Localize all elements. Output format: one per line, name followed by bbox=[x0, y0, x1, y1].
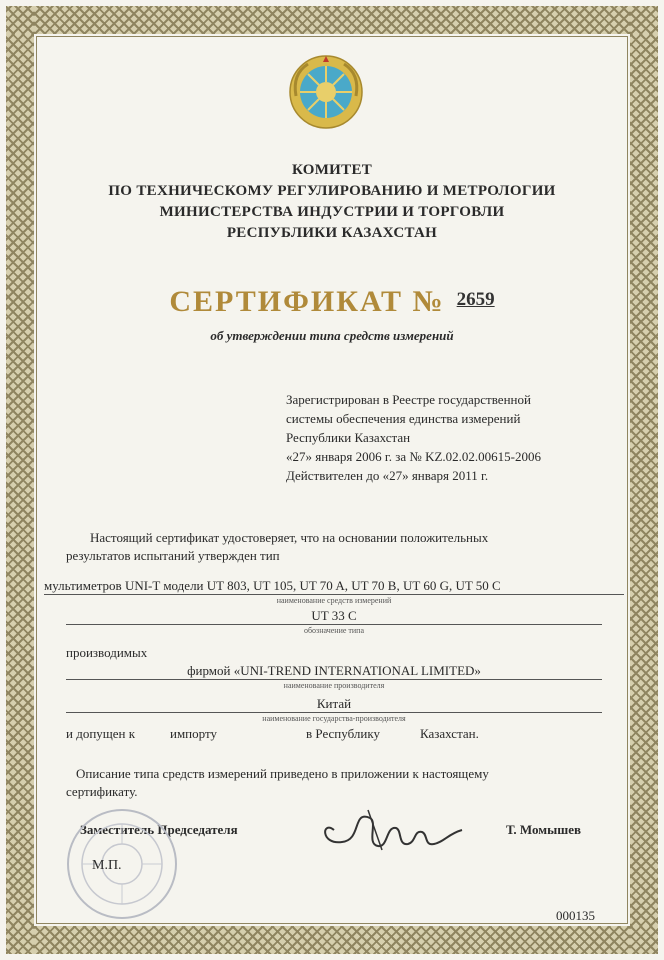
intro-line-2: результатов испытаний утвержден тип bbox=[66, 548, 280, 563]
header-line-3: МИНИСТЕРСТВА ИНДУСТРИИ И ТОРГОВЛИ bbox=[159, 204, 505, 220]
signatory-name: Т. Момышев bbox=[506, 822, 581, 837]
admitted-country: Казахстан. bbox=[420, 726, 479, 741]
intro-line-1: Настоящий сертификат удостоверяет, что на основании положительных bbox=[90, 530, 489, 545]
stamp-place-label: М.П. bbox=[92, 858, 122, 873]
instrument-type: UT 33 C bbox=[66, 608, 602, 625]
registration-line-1: Зарегистрирован в Реестре государственной bbox=[286, 392, 531, 407]
official-stamp-icon bbox=[66, 808, 178, 920]
certificate-number: 2659 bbox=[456, 289, 495, 310]
signature-icon bbox=[312, 800, 492, 860]
title-row bbox=[60, 285, 604, 319]
instrument-type-caption: обозначение типа bbox=[303, 626, 365, 635]
header-line-1: КОМИТЕТ bbox=[291, 162, 373, 178]
instrument-caption: наименование средств измерений bbox=[276, 596, 392, 605]
manufacturer-caption: наименование производителя bbox=[283, 681, 385, 690]
header-line-2: ПО ТЕХНИЧЕСКОМУ РЕГУЛИРОВАНИЮ И МЕТРОЛОГИИ bbox=[108, 183, 556, 199]
registration-line-3: Республики Казахстан bbox=[286, 430, 411, 445]
description-line-2: сертификату. bbox=[66, 784, 138, 799]
registration-line-4: «27» января 2006 г. за № KZ.02.02.00615-2006 bbox=[286, 449, 541, 464]
certificate-title: СЕРТИФИКАТ № bbox=[169, 285, 445, 318]
signatory-position: Заместитель Председателя bbox=[80, 822, 238, 837]
kazakhstan-emblem-icon bbox=[288, 54, 364, 130]
manufacturer-name: фирмой «UNI-TREND INTERNATIONAL LIMITED» bbox=[66, 663, 602, 680]
country-caption: наименование государства-производителя bbox=[262, 714, 406, 723]
admitted-label: и допущен к bbox=[66, 726, 136, 741]
admitted-to: в Республику bbox=[306, 726, 380, 741]
header-line-4: РЕСПУБЛИКИ КАЗАХСТАН bbox=[226, 225, 438, 241]
produced-label: производимых bbox=[66, 645, 148, 660]
registration-line-5: Действителен до «27» января 2011 г. bbox=[286, 468, 489, 483]
country-name: Китай bbox=[66, 696, 602, 713]
description-line-1: Описание типа средств измерений приведено в приложении к настоящему bbox=[76, 766, 489, 781]
serial-number: 000135 bbox=[556, 908, 595, 923]
instrument-name: мультиметров UNI-T модели UT 803, UT 105, UT 70 A, UT 70 B, UT 60 G, UT 50 C bbox=[44, 578, 624, 595]
admitted-word: импорту bbox=[170, 726, 217, 741]
registration-line-2: системы обеспечения единства измерений bbox=[286, 411, 521, 426]
certificate-subtitle: об утверждении типа средств измерений bbox=[210, 328, 454, 343]
